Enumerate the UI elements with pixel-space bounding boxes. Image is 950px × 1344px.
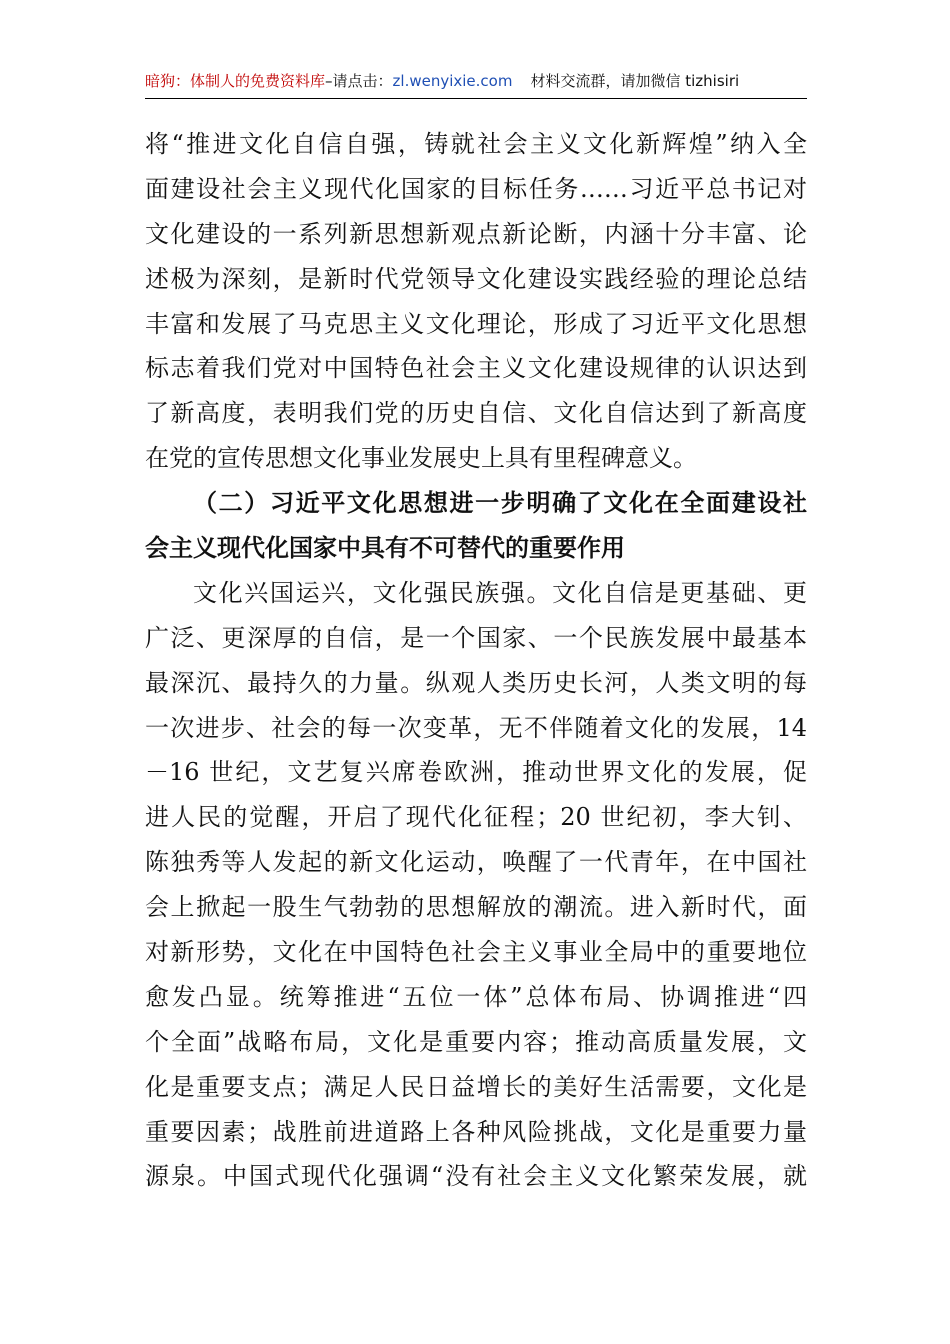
text-line: 文化建设的一系列新思想新观点新论断，内涵十分丰富、论 [145,219,807,248]
text-line: 一次进步、社会的每一次变革，无不伴随着文化的发展，14 [145,713,807,742]
text-line: 进人民的觉醒，开启了现代化征程；20 世纪初，李大钊、 [145,803,807,832]
header-click-prompt: –请点击： [325,72,393,90]
text-line: 重要因素；战胜前进道路上各种风险挑战，文化是重要力量 [145,1117,807,1146]
text-line: 述极为深刻，是新时代党领导文化建设实践经验的理论总结 [145,264,807,293]
text-line: 陈独秀等人发起的新文化运动，唤醒了一代青年，在中国社 [145,848,807,877]
section-heading-line: （二）习近平文化思想进一步明确了文化在全面建设社 [193,488,807,518]
text-line: 化是重要支点；满足人民日益增长的美好生活需要，文化是 [145,1072,807,1101]
text-line: 将“推进文化自信自强，铸就社会主义文化新辉煌”纳入全 [145,130,807,158]
header-site-link[interactable]: zl.wenyixie.com [392,72,513,90]
page-header [145,64,807,99]
header-wechat-note: 材料交流群，请加微信 tizhisiri [530,72,740,90]
text-line: 对新形势，文化在中国特色社会主义事业全局中的重要地位 [145,938,807,967]
header-site-name: 暗狗：体制人的免费资料库 [145,72,326,90]
text-line: 最深沉、最持久的力量。纵观人类历史长河，人类文明的每 [145,668,807,697]
text-line: 会上掀起一股生气勃勃的思想解放的潮流。进入新时代，面 [145,893,807,922]
text-line: 面建设社会主义现代化国家的目标任务……习近平总书记对 [145,174,807,203]
text-line: 在党的宣传思想文化事业发展史上具有里程碑意义。 [145,444,697,473]
text-line: 文化兴国运兴，文化强民族强。文化自信是更基础、更 [193,578,807,607]
text-line: 丰富和发展了马克思主义文化理论，形成了习近平文化思想 [145,309,807,338]
text-line: 了新高度，表明我们党的历史自信、文化自信达到了新高度 [145,399,807,428]
text-line: 源泉。中国式现代化强调“没有社会主义文化繁荣发展，就 [145,1162,807,1191]
document-body [145,122,807,1199]
text-line: 广泛、更深厚的自信，是一个国家、一个民族发展中最基本 [145,623,807,652]
text-line: 个全面”战略布局，文化是重要内容；推动高质量发展，文 [145,1027,807,1056]
section-heading-line: 会主义现代化国家中具有不可替代的重要作用 [145,533,625,563]
text-line: －16 世纪，文艺复兴席卷欧洲，推动世界文化的发展，促 [145,758,807,787]
text-line: 愈发凸显。统筹推进“五位一体”总体布局、协调推进“四 [145,982,807,1011]
text-line: 标志着我们党对中国特色社会主义文化建设规律的认识达到 [145,354,807,383]
